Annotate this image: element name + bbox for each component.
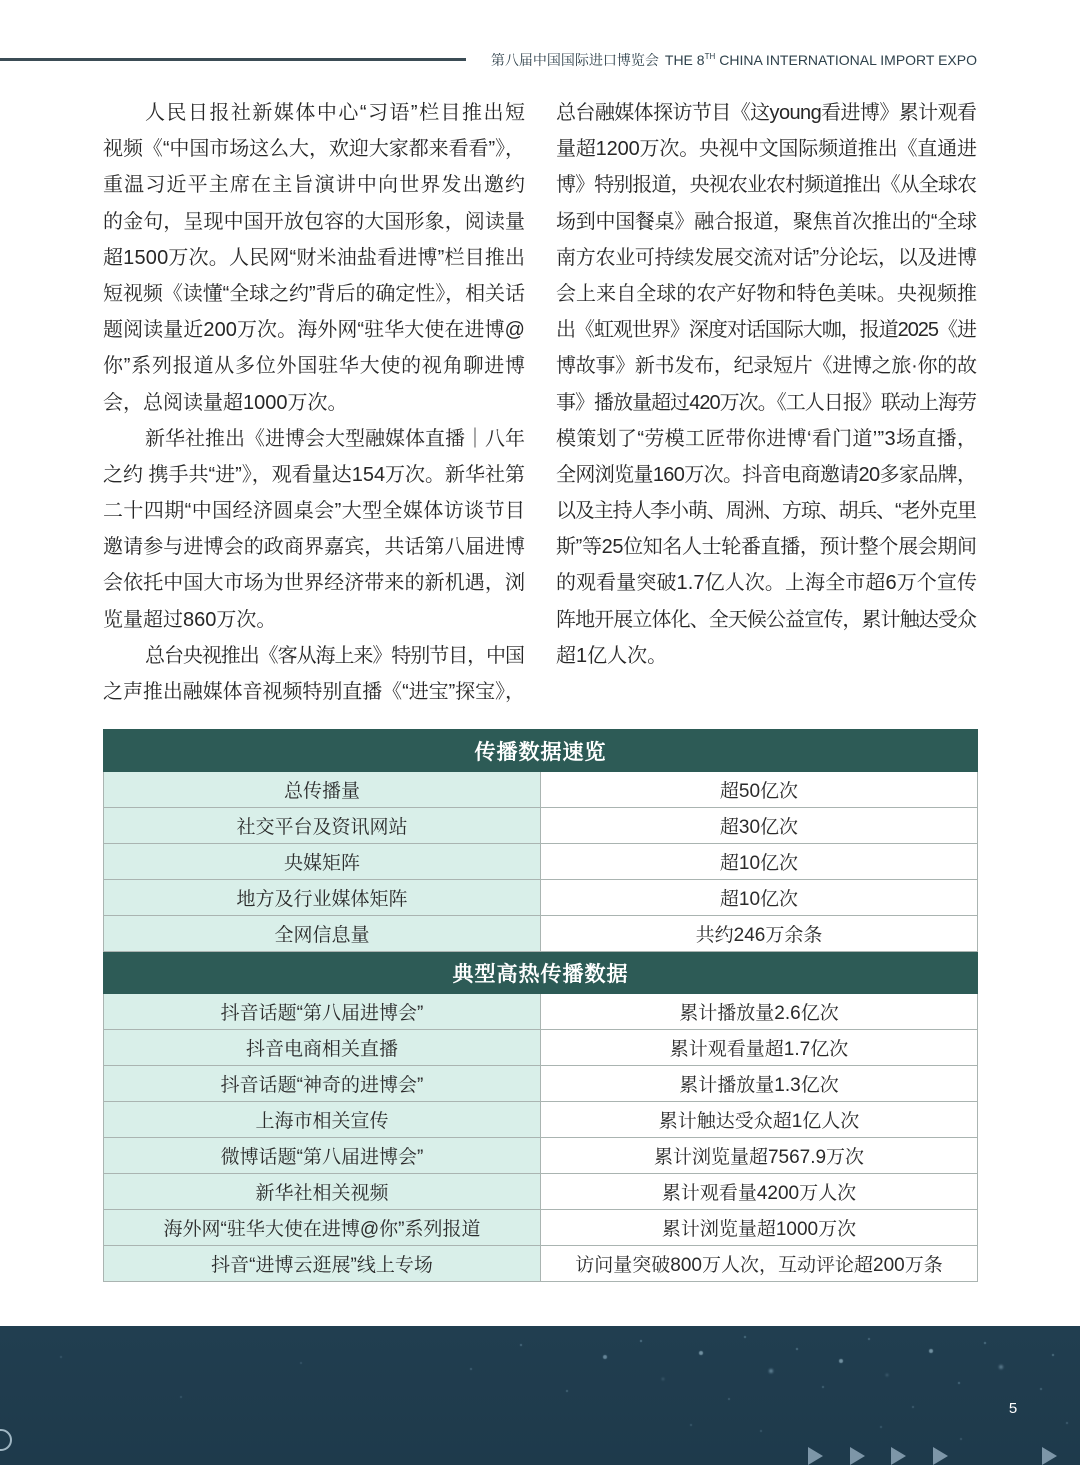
text-line: 览量超过860万次。 <box>103 608 277 631</box>
table-row <box>104 1030 978 1066</box>
metric-value: 累计浏览量超7567.9万次 <box>541 1138 978 1174</box>
metric-label: 微博话题“第八届进博会” <box>104 1138 541 1174</box>
metric-value: 超10亿次 <box>541 844 978 880</box>
triangle-right-icon <box>891 1447 906 1465</box>
table-row <box>104 1210 978 1246</box>
metric-label: 新华社相关视频 <box>104 1174 541 1210</box>
text-line: 超1亿人次。 <box>556 644 668 667</box>
section-title: 传播数据速览 <box>104 730 978 772</box>
text-line: 事》播放量超过420万次。《工人日报》联动上海劳 <box>556 391 977 414</box>
triangle-right-icon <box>808 1447 823 1465</box>
table-row <box>104 916 978 952</box>
text-line: 南方农业可持续发展交流对话”分论坛，以及进博 <box>556 246 977 269</box>
text-line: 重温习近平主席在主旨演讲中向世界发出邀约 <box>103 174 527 197</box>
triangle-right-icon <box>933 1447 948 1465</box>
metric-value: 超10亿次 <box>541 880 978 916</box>
text-line: 阵地开展立体化、全天候公益宣传，累计触达受众 <box>556 608 977 631</box>
text-line: 之声推出融媒体音视频特别直播《“进宝”探宝》， <box>103 681 525 703</box>
text-line: 总台央视推出《客从海上来》特别节目，中国 <box>145 644 524 667</box>
metric-label: 央媒矩阵 <box>104 844 541 880</box>
table-row <box>104 772 978 808</box>
triangle-right-icon <box>1042 1447 1057 1465</box>
text-line: 视频《“中国市场这么大，欢迎大家都来看看”》， <box>103 138 525 161</box>
metric-value: 共约246万余条 <box>541 916 978 952</box>
metric-label: 全网信息量 <box>104 916 541 952</box>
metric-value: 累计观看量4200万人次 <box>541 1174 978 1210</box>
metric-label: 总传播量 <box>104 772 541 808</box>
text-line: 的金句，呈现中国开放包容的大国形象，阅读量 <box>103 210 526 233</box>
text-line: 量超1200万次。央视中文国际频道推出《直通进 <box>556 138 977 161</box>
text-line: 模策划了“劳模工匠带你进博‘看门道’”3场直播， <box>556 427 978 450</box>
text-line: 短视频《读懂“全球之约”背后的确定性》，相关话 <box>103 282 525 305</box>
text-line: 会依托中国大市场为世界经济带来的新机遇，浏 <box>103 572 526 595</box>
metric-value: 访问量突破800万人次，互动评论超200万条 <box>541 1246 978 1282</box>
header-title-en-prefix: THE 8 <box>664 52 705 68</box>
dissemination-data-table <box>103 729 978 1282</box>
metric-label: 地方及行业媒体矩阵 <box>104 880 541 916</box>
metric-label: 抖音“进博云逛展”线上专场 <box>104 1246 541 1282</box>
table-row <box>104 1138 978 1174</box>
section-title: 典型高热传播数据 <box>104 952 978 994</box>
metric-value: 累计触达受众超1亿人次 <box>541 1102 978 1138</box>
text-line: 二十四期“中国经济圆桌会”大型全媒体访谈节目 <box>103 500 526 523</box>
text-line: 人民日报社新媒体中心“习语”栏目推出短 <box>145 102 527 124</box>
text-line: 总台融媒体探访节目《这young看进博》累计观看 <box>556 102 977 124</box>
body-paragraph <box>103 95 525 421</box>
table-row <box>104 1102 978 1138</box>
metric-label: 抖音话题“神奇的进博会” <box>104 1066 541 1102</box>
table-section-header <box>104 952 978 994</box>
text-line: 以及主持人李小萌、周洲、方琼、胡兵、“老外克里 <box>556 500 976 523</box>
text-line: 新华社推出《进博会大型融媒体直播｜八年 <box>145 427 525 450</box>
text-line: 你”系列报道从多位外国驻华大使的视角聊进博 <box>103 355 526 378</box>
header-rule <box>0 58 466 61</box>
running-header <box>491 50 977 70</box>
text-line: 的观看量突破1.7亿人次。上海全市超6万个宣传 <box>556 572 978 595</box>
circle-outline-icon <box>0 1429 12 1451</box>
text-line: 超1500万次。人民网“财米油盐看进博”栏目推出 <box>103 246 526 269</box>
text-line: 题阅读量近200万次。海外网“驻华大使在进博@ <box>103 319 526 342</box>
page-number: 5 <box>1008 1400 1018 1417</box>
footer-band <box>0 1326 1080 1465</box>
text-line: 会上来自全球的农产好物和特色美味。央视频推 <box>556 282 978 305</box>
starfield-decoration <box>0 1326 2 1328</box>
metric-label: 抖音话题“第八届进博会” <box>104 994 541 1030</box>
metric-label: 上海市相关宣传 <box>104 1102 541 1138</box>
text-line: 博》特别报道，央视农业农村频道推出《从全球农 <box>556 174 977 197</box>
body-paragraph <box>103 638 525 710</box>
right-text-column <box>556 95 977 674</box>
body-paragraph <box>556 95 977 674</box>
header-ordinal-suffix: TH <box>704 52 716 61</box>
metric-value: 超30亿次 <box>541 808 978 844</box>
metric-value: 累计播放量1.3亿次 <box>541 1066 978 1102</box>
header-title-en: CHINA INTERNATIONAL IMPORT EXPO <box>719 52 977 68</box>
text-line: 之约 携手共“进”》，观看量达154万次。新华社第 <box>103 463 525 486</box>
metric-value: 累计观看量超1.7亿次 <box>541 1030 978 1066</box>
body-paragraph <box>103 421 525 638</box>
metric-label: 海外网“驻华大使在进博@你”系列报道 <box>104 1210 541 1246</box>
text-line: 博故事》新书发布，纪录短片《进博之旅·你的故 <box>556 355 977 378</box>
table-row <box>104 844 978 880</box>
text-line: 邀请参与进博会的政商界嘉宾，共话第八届进博 <box>103 536 526 559</box>
triangle-right-icon <box>850 1447 865 1465</box>
left-text-column <box>103 95 525 710</box>
metric-value: 累计播放量2.6亿次 <box>541 994 978 1030</box>
text-line: 场到中国餐桌》融合报道，聚焦首次推出的“全球 <box>556 210 977 233</box>
table-row <box>104 994 978 1030</box>
metric-value: 累计浏览量超1000万次 <box>541 1210 978 1246</box>
metric-label: 抖音电商相关直播 <box>104 1030 541 1066</box>
table-row <box>104 1246 978 1282</box>
header-title-cn: 第八届中国国际进口博览会 <box>490 52 659 68</box>
text-line: 斯”等25位知名人士轮番直播，预计整个展会期间 <box>556 536 977 559</box>
text-line: 会，总阅读量超1000万次。 <box>103 391 348 414</box>
metric-value: 超50亿次 <box>541 772 978 808</box>
table-row <box>104 1066 978 1102</box>
text-line: 出《虹观世界》深度对话国际大咖，报道2025《进 <box>556 319 976 342</box>
text-line: 全网浏览量160万次。抖音电商邀请20多家品牌， <box>556 463 977 486</box>
table-section-header <box>104 730 978 772</box>
table-row <box>104 1174 978 1210</box>
table-row <box>104 880 978 916</box>
metric-label: 社交平台及资讯网站 <box>104 808 541 844</box>
table-row <box>104 808 978 844</box>
